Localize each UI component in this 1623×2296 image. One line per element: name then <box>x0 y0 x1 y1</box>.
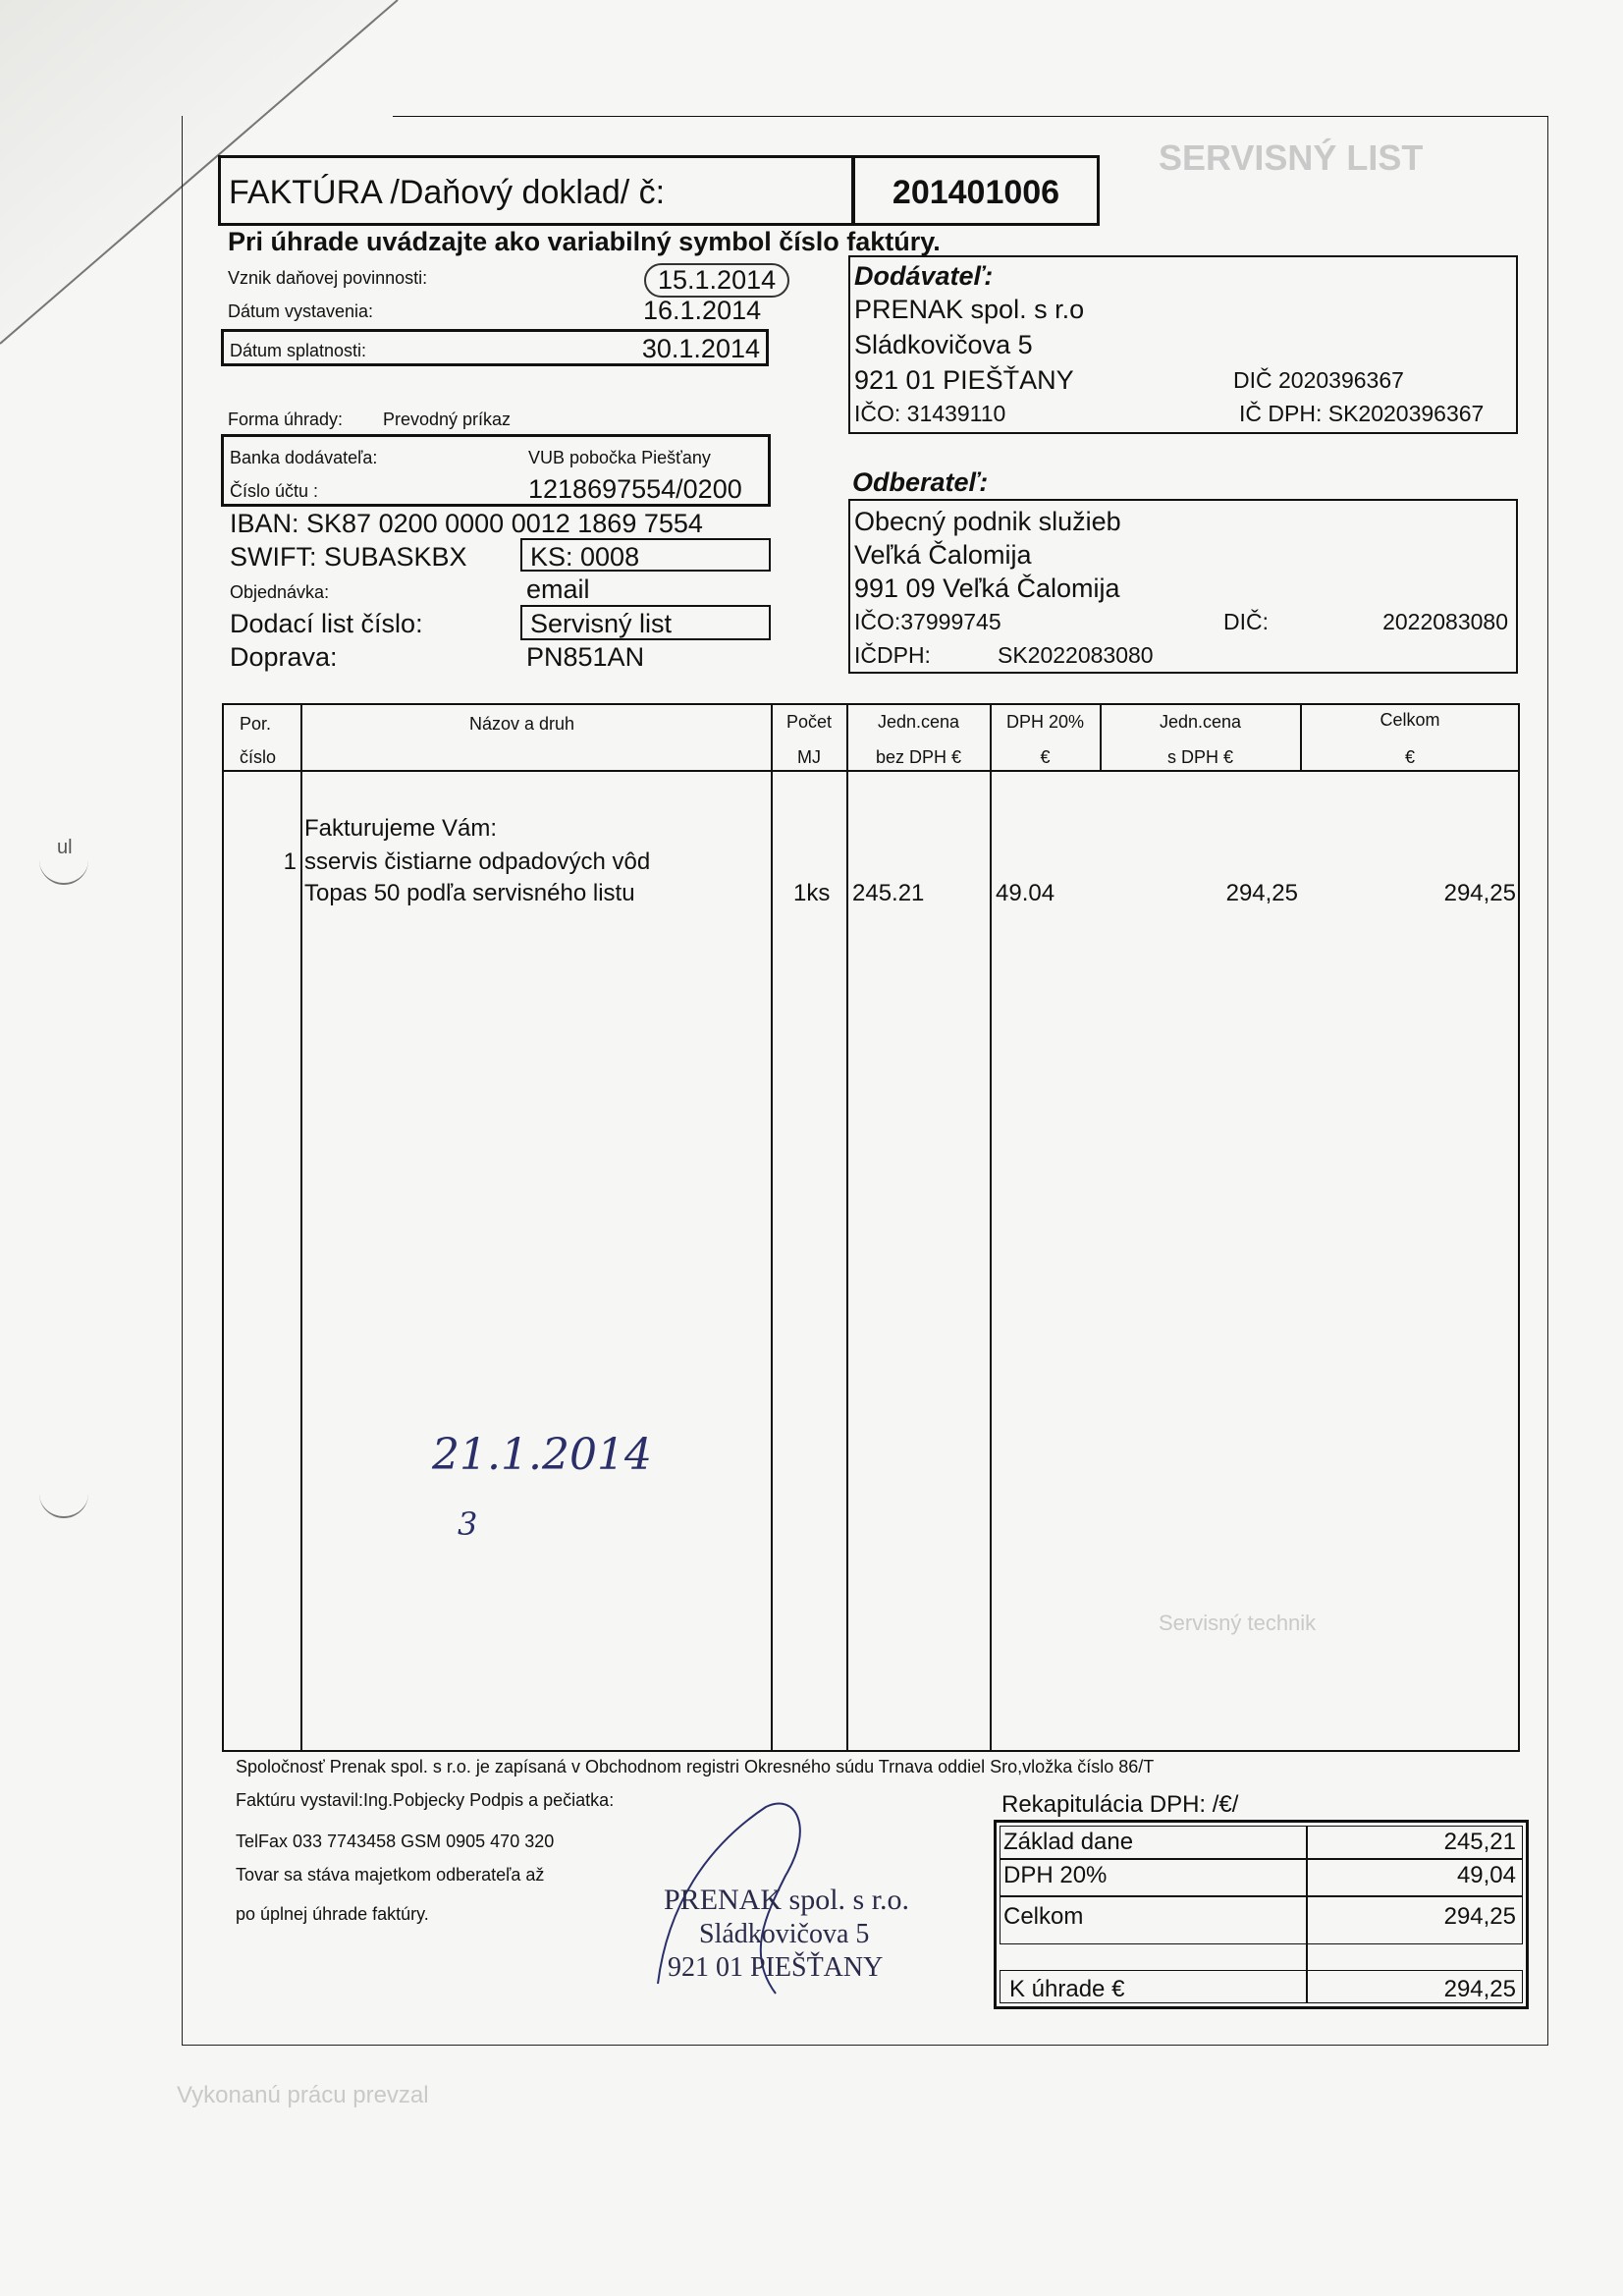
recap-base-label: Základ dane <box>1003 1829 1134 1855</box>
customer-box <box>848 499 1518 674</box>
item-unit-price: 245.21 <box>852 880 925 906</box>
th-unit-vat: Jedn.cena <box>1159 712 1242 732</box>
variable-symbol-note: Pri úhrade uvádzajte ako variabilný symbol číslo faktúry. <box>228 227 941 256</box>
customer-dic: 2022083080 <box>1382 609 1508 634</box>
th-unit-price: Jedn.cena <box>877 712 960 732</box>
item-unit-with-vat: 294,25 <box>1225 880 1298 906</box>
items-table-col-line <box>990 703 992 1752</box>
account-label: Číslo účtu : <box>230 481 319 501</box>
due-date-label: Dátum splatnosti: <box>230 341 367 360</box>
contact-info: TelFax 033 7743458 GSM 0905 470 320 <box>236 1831 555 1851</box>
punch-hole <box>39 1483 88 1518</box>
registry-note: Spoločnosť Prenak spol. s r.o. je zapísaná v Obchodnom registri Okresného súdu Trnava oddiel Sro,vložka číslo 86/T <box>236 1757 1155 1777</box>
handwritten-date: 21.1.2014 <box>432 1430 652 1480</box>
recap-total-label: Celkom <box>1003 1903 1084 1930</box>
iban: IBAN: SK87 0200 0000 0012 1869 7554 <box>230 509 703 538</box>
th-cislo: číslo <box>240 747 277 767</box>
recap-row-line <box>1000 1895 1523 1897</box>
swift: SWIFT: SUBASKBX <box>230 542 467 572</box>
company-stamp-line2: Sládkovičova 5 <box>699 1919 870 1949</box>
supplier-dic: DIČ 2020396367 <box>1233 367 1404 393</box>
supplier-name: PRENAK spol. s r.o <box>854 295 1085 324</box>
payment-form-value: Prevodný príkaz <box>383 410 512 429</box>
issue-date-label: Dátum vystavenia: <box>228 301 374 321</box>
supplier-heading: Dodávateľ: <box>854 261 994 291</box>
customer-icdph-label: IČDPH: <box>854 642 931 668</box>
th-total: Celkom <box>1380 710 1440 730</box>
order-label: Objednávka: <box>230 582 330 602</box>
recap-row-line <box>1000 1858 1523 1860</box>
item-description-line2: Topas 50 podľa servisného listu <box>304 880 635 906</box>
customer-street: Veľká Čalomija <box>854 540 1032 570</box>
th-mj: MJ <box>797 747 821 767</box>
ownership-note-2: po úplnej úhrade faktúry. <box>236 1904 429 1924</box>
delivery-note-box <box>520 605 771 640</box>
item-total: 294,25 <box>1443 880 1516 906</box>
order-value: email <box>526 574 590 604</box>
customer-dic-label: DIČ: <box>1223 609 1269 634</box>
recap-vat-label: DPH 20% <box>1003 1862 1108 1888</box>
supplier-ico: IČO: 31439110 <box>854 401 1006 426</box>
ks-value: KS: 0008 <box>530 542 640 572</box>
bank-label: Banka dodávateľa: <box>230 448 378 467</box>
supplier-city: 921 01 PIEŠŤANY <box>854 365 1074 395</box>
th-pocet: Počet <box>785 712 833 732</box>
customer-name: Obecný podnik služieb <box>854 507 1121 536</box>
outer-frame-top <box>393 116 1548 117</box>
items-table-col-line <box>771 703 773 1752</box>
th-por: Por. <box>240 714 272 734</box>
th-vat-sub: € <box>1040 747 1051 767</box>
item-vat: 49.04 <box>996 880 1055 906</box>
due-date-box <box>221 329 769 366</box>
issued-by: Faktúru vystavil:Ing.Pobjecky Podpis a pečiatka: <box>236 1790 615 1810</box>
punch-hole-mark: ul <box>57 837 73 858</box>
th-unit-vat-sub: s DPH € <box>1166 747 1234 767</box>
tax-duty-date: 15.1.2014 <box>644 263 789 298</box>
handwritten-number: 3 <box>458 1505 478 1543</box>
company-stamp-line1: PRENAK spol. s r.o. <box>664 1884 910 1916</box>
bleed-through-text: Vykonanú prácu prevzal <box>177 2082 429 2108</box>
transport-value: PN851AN <box>526 642 645 672</box>
customer-city: 991 09 Veľká Čalomija <box>854 574 1120 603</box>
customer-heading: Odberateľ: <box>852 467 989 497</box>
supplier-box <box>848 255 1518 434</box>
delivery-note-label: Dodací list číslo: <box>230 609 423 638</box>
th-total-sub: € <box>1404 747 1415 767</box>
recap-base-value: 245,21 <box>1443 1829 1516 1855</box>
items-table-col-line <box>300 703 302 1752</box>
th-unit-price-sub: bez DPH € <box>875 747 962 767</box>
items-table-header-line <box>222 770 1520 772</box>
bleed-through-text: SERVISNÝ LIST <box>1159 137 1424 178</box>
supplier-ic-dph: IČ DPH: SK2020396367 <box>1239 401 1485 426</box>
th-vat: DPH 20% <box>1005 712 1085 732</box>
ks-box <box>520 538 771 572</box>
invoice-number-box <box>852 155 1100 226</box>
th-name: Názov a druh <box>469 714 575 734</box>
customer-ico: IČO:37999745 <box>854 609 1001 634</box>
items-intro: Fakturujeme Vám: <box>304 815 498 842</box>
supplier-street: Sládkovičova 5 <box>854 330 1033 359</box>
bank-value: VUB pobočka Piešťany <box>528 448 711 467</box>
bleed-through-text: Servisný technik <box>1159 1611 1317 1635</box>
customer-icdph: SK2022083080 <box>998 642 1154 668</box>
invoice-number: 201401006 <box>892 174 1060 211</box>
delivery-note-value: Servisný list <box>530 609 673 638</box>
item-qty: 1ks <box>793 880 831 906</box>
ownership-note-1: Tovar sa stáva majetkom odberateľa až <box>236 1865 545 1885</box>
payment-form-label: Forma úhrady: <box>228 410 344 429</box>
due-date: 30.1.2014 <box>641 334 760 363</box>
recap-title: Rekapitulácia DPH: /€/ <box>1001 1791 1239 1818</box>
item-number: 1 <box>283 848 297 875</box>
invoice-title: FAKTÚRA /Daňový doklad/ č: <box>229 174 666 211</box>
bank-box <box>221 434 771 507</box>
issue-date: 16.1.2014 <box>643 296 762 325</box>
tax-duty-label: Vznik daňovej povinnosti: <box>228 268 428 288</box>
company-stamp-line3: 921 01 PIEŠŤANY <box>668 1952 884 1983</box>
items-table-col-line <box>846 703 848 1752</box>
recap-due-label: K úhrade € <box>1009 1976 1125 2002</box>
transport-label: Doprava: <box>230 642 338 672</box>
recap-total-value: 294,25 <box>1443 1903 1516 1930</box>
account-number: 1218697554/0200 <box>528 474 742 504</box>
invoice-title-box <box>218 155 854 226</box>
recap-due-value: 294,25 <box>1443 1976 1516 2002</box>
recap-vat-value: 49,04 <box>1456 1862 1516 1888</box>
item-description-line1: sservis čistiarne odpadových vôd <box>304 848 651 875</box>
